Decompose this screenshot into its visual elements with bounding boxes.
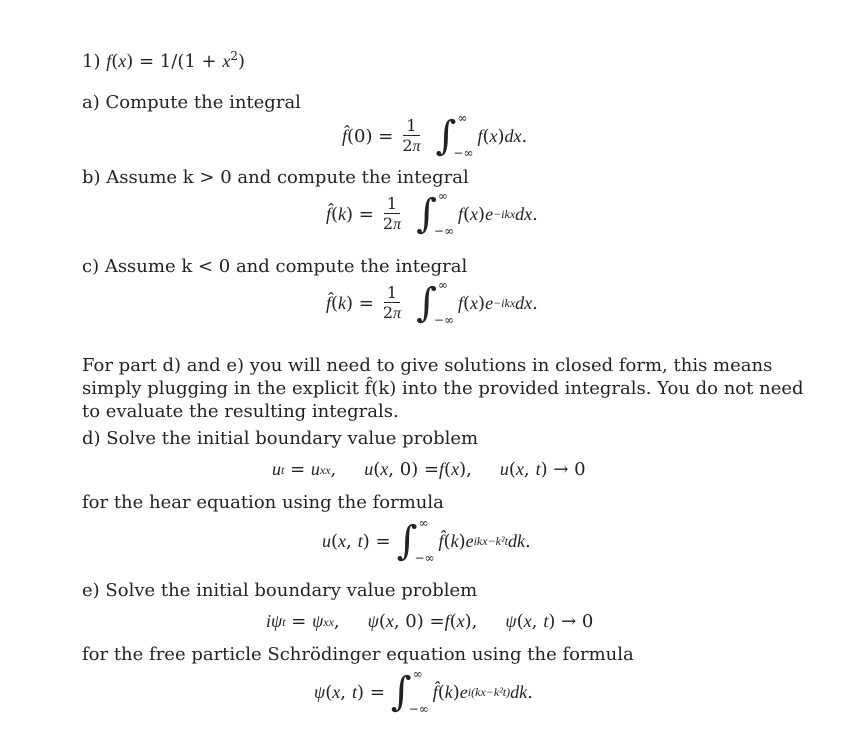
part-d-text: d) Solve the initial boundary value problem <box>82 428 479 449</box>
part-e-formula: ψ ( x , t ) = ∫ ∞ −∞ f̂ ( k ) e i(kx−k²t) dk . <box>314 667 533 716</box>
part-e-text: e) Solve the initial boundary value problem <box>82 580 478 601</box>
part-d-formula-text: for the hear equation using the formula <box>82 492 444 513</box>
part-e-boundary-problem: iψ t = ψ xx , ψ ( x , 0) = f ( x ), ψ ( x , t ) → 0 <box>266 611 594 632</box>
part-b-text: b) Assume k > 0 and compute the integral <box>82 167 469 188</box>
part-a-text: a) Compute the integral <box>82 92 301 113</box>
part-e-formula-text: for the free particle Schrödinger equation using the formula <box>82 644 634 665</box>
part-d-formula: u ( x , t ) = ∫ ∞ −∞ f̂ ( k ) e ikx−k²t dk . <box>322 516 531 565</box>
part-c-equation: f̂ ( k ) = $\frac{1}{2\pi}$ ∫ ∞ −∞ f ( x ) e −ikx dx . <box>326 278 538 327</box>
part-d-boundary-problem: u t = u xx , u ( x , 0) = f ( x ), u ( x , t ) → 0 <box>272 459 586 480</box>
part-a-equation: f̂ (0) = $\frac{1}{2\pi}$ ∫ ∞ −∞ f ( x ) dx . <box>342 111 528 160</box>
problem-heading: 1) $f(x) = 1/(1 + x^2)$ <box>82 49 245 72</box>
part-c-text: c) Assume k < 0 and compute the integral <box>82 256 468 277</box>
part-b-equation: f̂ ( k ) = $\frac{1}{2\pi}$ ∫ ∞ −∞ f ( x ) e −ikx dx . <box>326 189 538 238</box>
instructions-paragraph: For part d) and e) you will need to give solutions in closed form, this means simply plugging in the explicit f̂(k) into the provided integrals. You do not need to evaluate the resulting integrals. <box>82 355 804 422</box>
